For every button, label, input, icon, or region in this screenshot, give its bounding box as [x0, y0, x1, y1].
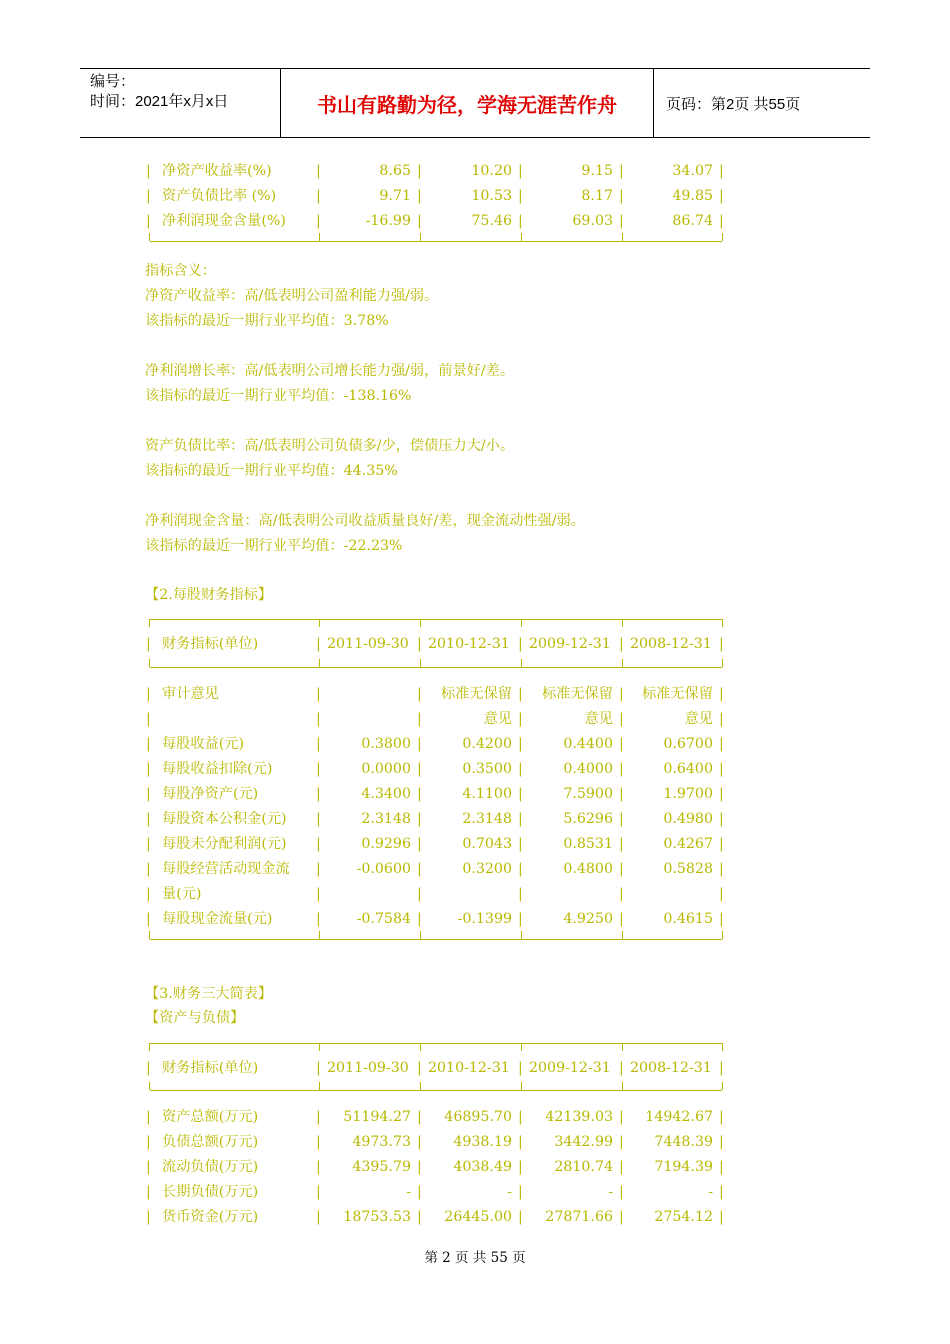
per-share-row-sep: |	[417, 811, 422, 827]
balance-row-cell: 42139.03	[545, 1109, 613, 1125]
ratio-row-sep: |	[719, 188, 724, 204]
table3-header-date: 2010-12-31	[428, 1060, 510, 1076]
table3-top-tick	[521, 1043, 522, 1051]
balance-row-sep: |	[316, 1159, 321, 1175]
ratio-row-cell: 10.53	[471, 188, 512, 204]
table1-bottom-tick	[149, 233, 150, 241]
per-share-row-sep: |	[146, 786, 151, 802]
table2-header-rule-tick	[149, 659, 150, 667]
per-share-row-sep: |	[146, 736, 151, 752]
per-share-row-cell: 2.3148	[462, 811, 512, 827]
doc-number: 编号：	[90, 73, 136, 90]
per-share-row-label: 每股现金流量(元)	[162, 911, 273, 927]
per-share-row-sep: |	[518, 811, 523, 827]
ratio-row-label: 资产负债比率 (%)	[162, 188, 277, 204]
per-share-row-sep: |	[518, 911, 523, 927]
ratio-row-label: 净资产收益率(%)	[162, 163, 272, 179]
per-share-row-sep: |	[619, 836, 624, 852]
per-share-row-label: 每股收益(元)	[162, 736, 245, 752]
per-share-row-cell: 5.6296	[563, 811, 613, 827]
audit-row-cell: 标准无保留	[441, 686, 512, 702]
balance-row-sep: |	[619, 1134, 624, 1150]
balance-row-sep: |	[719, 1134, 724, 1150]
ratio-row-sep: |	[619, 188, 624, 204]
ratio-row-cell: 9.15	[581, 163, 613, 179]
per-share-row-cell: 0.8531	[563, 836, 613, 852]
balance-row-sep: |	[417, 1134, 422, 1150]
per-share-row-cell: 0.4000	[563, 761, 613, 777]
note-line: 净资产收益率：高/低表明公司盈利能力强/弱。	[145, 288, 439, 304]
table3-header-rule-tick	[722, 1082, 723, 1090]
table1-bottom-tick	[622, 233, 623, 241]
balance-row-sep: |	[316, 1184, 321, 1200]
table2-header-label: 财务指标(单位)	[162, 636, 259, 652]
ratio-row-label: 净利润现金含量(%)	[162, 213, 286, 229]
balance-row-cell: -	[708, 1184, 713, 1200]
audit-row-cont-sep: |	[316, 711, 321, 727]
per-share-row-cell: 0.9296	[361, 836, 411, 852]
per-share-row-cell: 4.3400	[361, 786, 411, 802]
per-share-row-sep: |	[619, 886, 624, 902]
per-share-row-cell: 0.4980	[663, 811, 713, 827]
balance-row-sep: |	[719, 1209, 724, 1225]
per-share-row-sep: |	[518, 736, 523, 752]
per-share-row-cell: -0.7584	[356, 911, 411, 927]
per-share-row-sep: |	[417, 761, 422, 777]
section-subtitle: 【资产与负债】	[145, 1010, 245, 1026]
section-title: 【2.每股财务指标】	[145, 587, 273, 603]
header-page-info: 页码：第2页 共55页	[666, 95, 801, 113]
balance-row-sep: |	[417, 1109, 422, 1125]
per-share-row-sep: |	[518, 836, 523, 852]
balance-row-cell: 18753.53	[343, 1209, 411, 1225]
per-share-row-label: 每股净资产(元)	[162, 786, 259, 802]
per-share-row-sep: |	[619, 761, 624, 777]
page-header	[80, 68, 870, 138]
balance-row-cell: 4938.19	[453, 1134, 512, 1150]
per-share-row-label: 量(元)	[162, 886, 202, 902]
audit-row-cell: 标准无保留	[642, 686, 713, 702]
ratio-row-sep: |	[316, 188, 321, 204]
per-share-row-sep: |	[719, 736, 724, 752]
ratio-row-sep: |	[417, 188, 422, 204]
per-share-row-label: 每股未分配利润(元)	[162, 836, 287, 852]
table2-header-rule-tick	[722, 659, 723, 667]
balance-row-cell: 7194.39	[654, 1159, 713, 1175]
balance-row-sep: |	[146, 1109, 151, 1125]
per-share-row-sep: |	[316, 886, 321, 902]
per-share-row-cell: -0.0600	[356, 861, 411, 877]
table1-bottom-tick	[420, 233, 421, 241]
audit-row-sep: |	[619, 686, 624, 702]
table2-header-sep: |	[518, 636, 523, 652]
table3-header-rule-tick	[521, 1082, 522, 1090]
note-line: 净利润现金含量：高/低表明公司收益质量良好/差，现金流动性强/弱。	[145, 513, 585, 529]
notes-title: 指标含义：	[145, 263, 216, 279]
per-share-row-cell: 4.1100	[462, 786, 512, 802]
per-share-row-cell: 1.9700	[663, 786, 713, 802]
per-share-row-sep: |	[518, 786, 523, 802]
page-footer: 第 2 页 共 55 页	[424, 1250, 526, 1266]
note-line: 该指标的最近一期行业平均值：-138.16%	[145, 388, 412, 404]
ratio-row-sep: |	[518, 213, 523, 229]
balance-row-label: 负债总额(万元)	[162, 1134, 259, 1150]
ratio-row-sep: |	[518, 163, 523, 179]
table2-bottom-tick	[722, 931, 723, 939]
per-share-row-sep: |	[316, 811, 321, 827]
per-share-row-sep: |	[417, 861, 422, 877]
balance-row-sep: |	[316, 1209, 321, 1225]
balance-row-sep: |	[417, 1184, 422, 1200]
per-share-row-cell: 7.5900	[563, 786, 613, 802]
per-share-row-cell: 2.3148	[361, 811, 411, 827]
table2-top-tick	[420, 619, 421, 627]
table3-header-rule	[150, 1090, 722, 1091]
per-share-row-sep: |	[146, 861, 151, 877]
audit-row-cont-sep: |	[146, 711, 151, 727]
balance-row-sep: |	[619, 1159, 624, 1175]
table3-header-sep: |	[146, 1060, 151, 1076]
balance-row-label: 资产总额(万元)	[162, 1109, 259, 1125]
audit-row-cont-cell: 意见	[483, 711, 512, 727]
balance-row-sep: |	[619, 1184, 624, 1200]
balance-row-cell: 4038.49	[453, 1159, 512, 1175]
audit-row-cont-sep: |	[518, 711, 523, 727]
balance-row-sep: |	[146, 1134, 151, 1150]
audit-row-sep: |	[417, 686, 422, 702]
balance-row-sep: |	[316, 1109, 321, 1125]
table3-top-tick	[622, 1043, 623, 1051]
balance-row-cell: 26445.00	[444, 1209, 512, 1225]
ratio-row-sep: |	[146, 163, 151, 179]
balance-row-sep: |	[518, 1109, 523, 1125]
balance-row-sep: |	[417, 1159, 422, 1175]
per-share-row-sep: |	[146, 911, 151, 927]
table3-top-tick	[420, 1043, 421, 1051]
table2-bottom-tick	[319, 931, 320, 939]
table2-bottom-rule	[150, 939, 722, 940]
table1-bottom-tick	[722, 233, 723, 241]
per-share-row-sep: |	[518, 886, 523, 902]
table3-top-tick	[722, 1043, 723, 1051]
table2-header-sep: |	[417, 636, 422, 652]
table3-header-sep: |	[417, 1060, 422, 1076]
per-share-row-sep: |	[619, 911, 624, 927]
table3-header-date: 2009-12-31	[529, 1060, 611, 1076]
per-share-row-cell: 0.4400	[563, 736, 613, 752]
ratio-row-sep: |	[619, 163, 624, 179]
balance-row-cell: 3442.99	[554, 1134, 613, 1150]
table3-header-date: 2011-09-30	[327, 1060, 409, 1076]
table3-header-label: 财务指标(单位)	[162, 1060, 259, 1076]
balance-row-cell: -	[608, 1184, 613, 1200]
table3-header-rule-tick	[319, 1082, 320, 1090]
per-share-row-sep: |	[316, 761, 321, 777]
per-share-row-sep: |	[146, 836, 151, 852]
balance-row-label: 流动负债(万元)	[162, 1159, 259, 1175]
per-share-row-sep: |	[316, 836, 321, 852]
balance-row-sep: |	[619, 1209, 624, 1225]
audit-row-sep: |	[146, 686, 151, 702]
per-share-row-cell: 0.5828	[663, 861, 713, 877]
per-share-row-sep: |	[146, 761, 151, 777]
note-line: 该指标的最近一期行业平均值：-22.23%	[145, 538, 403, 554]
balance-row-sep: |	[719, 1159, 724, 1175]
table1-bottom-rule	[150, 241, 722, 242]
table3-header-date: 2008-12-31	[630, 1060, 712, 1076]
balance-row-sep: |	[719, 1184, 724, 1200]
ratio-row-cell: 10.20	[471, 163, 512, 179]
table2-bottom-tick	[149, 931, 150, 939]
table2-header-date: 2008-12-31	[630, 636, 712, 652]
balance-row-sep: |	[316, 1134, 321, 1150]
table2-header-rule	[150, 667, 722, 668]
per-share-row-sep: |	[316, 786, 321, 802]
ratio-row-cell: 75.46	[471, 213, 512, 229]
table3-header-sep: |	[518, 1060, 523, 1076]
ratio-row-sep: |	[316, 213, 321, 229]
per-share-row-sep: |	[619, 861, 624, 877]
per-share-row-cell: 4.9250	[563, 911, 613, 927]
ratio-row-cell: 34.07	[672, 163, 713, 179]
ratio-row-sep: |	[518, 188, 523, 204]
balance-row-cell: 2754.12	[654, 1209, 713, 1225]
table2-bottom-tick	[521, 931, 522, 939]
ratio-row-sep: |	[719, 213, 724, 229]
table2-header-rule-tick	[319, 659, 320, 667]
per-share-row-cell: 0.3500	[462, 761, 512, 777]
table1-bottom-tick	[521, 233, 522, 241]
ratio-row-cell: 8.17	[581, 188, 613, 204]
audit-row-cont-sep: |	[719, 711, 724, 727]
per-share-row-sep: |	[719, 911, 724, 927]
note-line: 该指标的最近一期行业平均值：44.35%	[145, 463, 398, 479]
balance-row-label: 长期负债(万元)	[162, 1184, 259, 1200]
table3-header-sep: |	[719, 1060, 724, 1076]
balance-row-cell: 46895.70	[444, 1109, 512, 1125]
doc-date: 时间：2021年x月x日	[90, 93, 229, 110]
ratio-row-cell: 8.65	[379, 163, 411, 179]
balance-row-label: 货币资金(万元)	[162, 1209, 259, 1225]
per-share-row-cell: 0.3800	[361, 736, 411, 752]
table2-header-sep: |	[146, 636, 151, 652]
per-share-row-cell: 0.3200	[462, 861, 512, 877]
per-share-row-sep: |	[619, 786, 624, 802]
table2-header-sep: |	[719, 636, 724, 652]
balance-row-cell: -	[406, 1184, 411, 1200]
per-share-row-sep: |	[719, 886, 724, 902]
per-share-row-cell: -0.1399	[457, 911, 512, 927]
header-meta	[80, 69, 281, 137]
per-share-row-label: 每股收益扣除(元)	[162, 761, 273, 777]
per-share-row-label: 每股资本公积金(元)	[162, 811, 287, 827]
balance-row-cell: 14942.67	[645, 1109, 713, 1125]
balance-row-cell: -	[507, 1184, 512, 1200]
per-share-row-sep: |	[146, 811, 151, 827]
note-line: 资产负债比率：高/低表明公司负债多/少，偿债压力大/小。	[145, 438, 515, 454]
per-share-row-sep: |	[719, 811, 724, 827]
audit-row-cell: 标准无保留	[542, 686, 613, 702]
audit-row-cont-sep: |	[619, 711, 624, 727]
table2-top-tick	[149, 619, 150, 627]
table1-bottom-tick	[319, 233, 320, 241]
ratio-row-cell: 49.85	[672, 188, 713, 204]
balance-row-sep: |	[619, 1109, 624, 1125]
balance-row-sep: |	[719, 1109, 724, 1125]
table3-header-rule-tick	[622, 1082, 623, 1090]
balance-row-sep: |	[518, 1134, 523, 1150]
audit-row-label: 审计意见	[162, 686, 219, 702]
ratio-row-cell: 9.71	[379, 188, 411, 204]
per-share-row-sep: |	[719, 761, 724, 777]
table2-header-date: 2011-09-30	[327, 636, 409, 652]
note-line: 净利润增长率：高/低表明公司增长能力强/弱，前景好/差。	[145, 363, 515, 379]
per-share-row-sep: |	[518, 861, 523, 877]
balance-row-sep: |	[518, 1159, 523, 1175]
per-share-row-sep: |	[719, 786, 724, 802]
per-share-row-sep: |	[417, 786, 422, 802]
per-share-row-cell: 0.6700	[663, 736, 713, 752]
balance-row-sep: |	[146, 1184, 151, 1200]
ratio-row-sep: |	[146, 188, 151, 204]
per-share-row-sep: |	[619, 736, 624, 752]
balance-row-cell: 7448.39	[654, 1134, 713, 1150]
per-share-row-sep: |	[417, 836, 422, 852]
table2-header-date: 2009-12-31	[529, 636, 611, 652]
balance-row-cell: 51194.27	[343, 1109, 411, 1125]
balance-row-cell: 4395.79	[352, 1159, 411, 1175]
per-share-row-label: 每股经营活动现金流	[162, 861, 290, 877]
ratio-row-sep: |	[417, 163, 422, 179]
table2-top-tick	[722, 619, 723, 627]
audit-row-cont-sep: |	[417, 711, 422, 727]
audit-row-sep: |	[518, 686, 523, 702]
per-share-row-sep: |	[316, 736, 321, 752]
balance-row-cell: 4973.73	[352, 1134, 411, 1150]
ratio-row-sep: |	[719, 163, 724, 179]
per-share-row-cell: 0.4615	[663, 911, 713, 927]
audit-row-cont-cell: 意见	[684, 711, 713, 727]
table2-header-rule-tick	[622, 659, 623, 667]
balance-row-sep: |	[417, 1209, 422, 1225]
balance-row-sep: |	[518, 1184, 523, 1200]
table2-top-tick	[319, 619, 320, 627]
table2-header-sep: |	[316, 636, 321, 652]
per-share-row-sep: |	[518, 761, 523, 777]
table3-top-tick	[149, 1043, 150, 1051]
per-share-row-sep: |	[417, 886, 422, 902]
table3-header-sep: |	[316, 1060, 321, 1076]
per-share-row-cell: 0.7043	[462, 836, 512, 852]
table2-top-rule	[150, 619, 722, 620]
table3-top-tick	[319, 1043, 320, 1051]
balance-row-sep: |	[146, 1159, 151, 1175]
balance-row-sep: |	[146, 1209, 151, 1225]
section-title: 【3.财务三大简表】	[145, 986, 273, 1002]
per-share-row-sep: |	[619, 811, 624, 827]
table2-bottom-tick	[420, 931, 421, 939]
table3-header-rule-tick	[149, 1082, 150, 1090]
table2-top-tick	[622, 619, 623, 627]
ratio-row-cell: -16.99	[365, 213, 411, 229]
per-share-row-sep: |	[146, 886, 151, 902]
note-line: 该指标的最近一期行业平均值：3.78%	[145, 313, 389, 329]
balance-row-sep: |	[518, 1209, 523, 1225]
table2-top-tick	[521, 619, 522, 627]
ratio-row-sep: |	[146, 213, 151, 229]
per-share-row-sep: |	[417, 911, 422, 927]
table2-bottom-tick	[622, 931, 623, 939]
per-share-row-sep: |	[316, 861, 321, 877]
ratio-row-sep: |	[316, 163, 321, 179]
table2-header-rule-tick	[521, 659, 522, 667]
per-share-row-cell: 0.0000	[361, 761, 411, 777]
audit-row-sep: |	[316, 686, 321, 702]
per-share-row-sep: |	[417, 736, 422, 752]
per-share-row-cell: 0.4267	[663, 836, 713, 852]
per-share-row-sep: |	[719, 861, 724, 877]
per-share-row-cell: 0.6400	[663, 761, 713, 777]
table3-header-sep: |	[619, 1060, 624, 1076]
table3-top-rule	[150, 1043, 722, 1044]
table2-header-rule-tick	[420, 659, 421, 667]
per-share-row-cell: 0.4200	[462, 736, 512, 752]
per-share-row-sep: |	[316, 911, 321, 927]
audit-row-cont-cell: 意见	[584, 711, 613, 727]
ratio-row-sep: |	[417, 213, 422, 229]
ratio-row-cell: 69.03	[572, 213, 613, 229]
table2-header-date: 2010-12-31	[428, 636, 510, 652]
audit-row-sep: |	[719, 686, 724, 702]
per-share-row-cell: 0.4800	[563, 861, 613, 877]
ratio-row-sep: |	[619, 213, 624, 229]
balance-row-cell: 27871.66	[545, 1209, 613, 1225]
table2-header-sep: |	[619, 636, 624, 652]
ratio-row-cell: 86.74	[672, 213, 713, 229]
balance-row-cell: 2810.74	[554, 1159, 613, 1175]
table3-header-rule-tick	[420, 1082, 421, 1090]
header-motto: 书山有路勤为径，学海无涯苦作舟	[281, 69, 654, 137]
per-share-row-sep: |	[719, 836, 724, 852]
